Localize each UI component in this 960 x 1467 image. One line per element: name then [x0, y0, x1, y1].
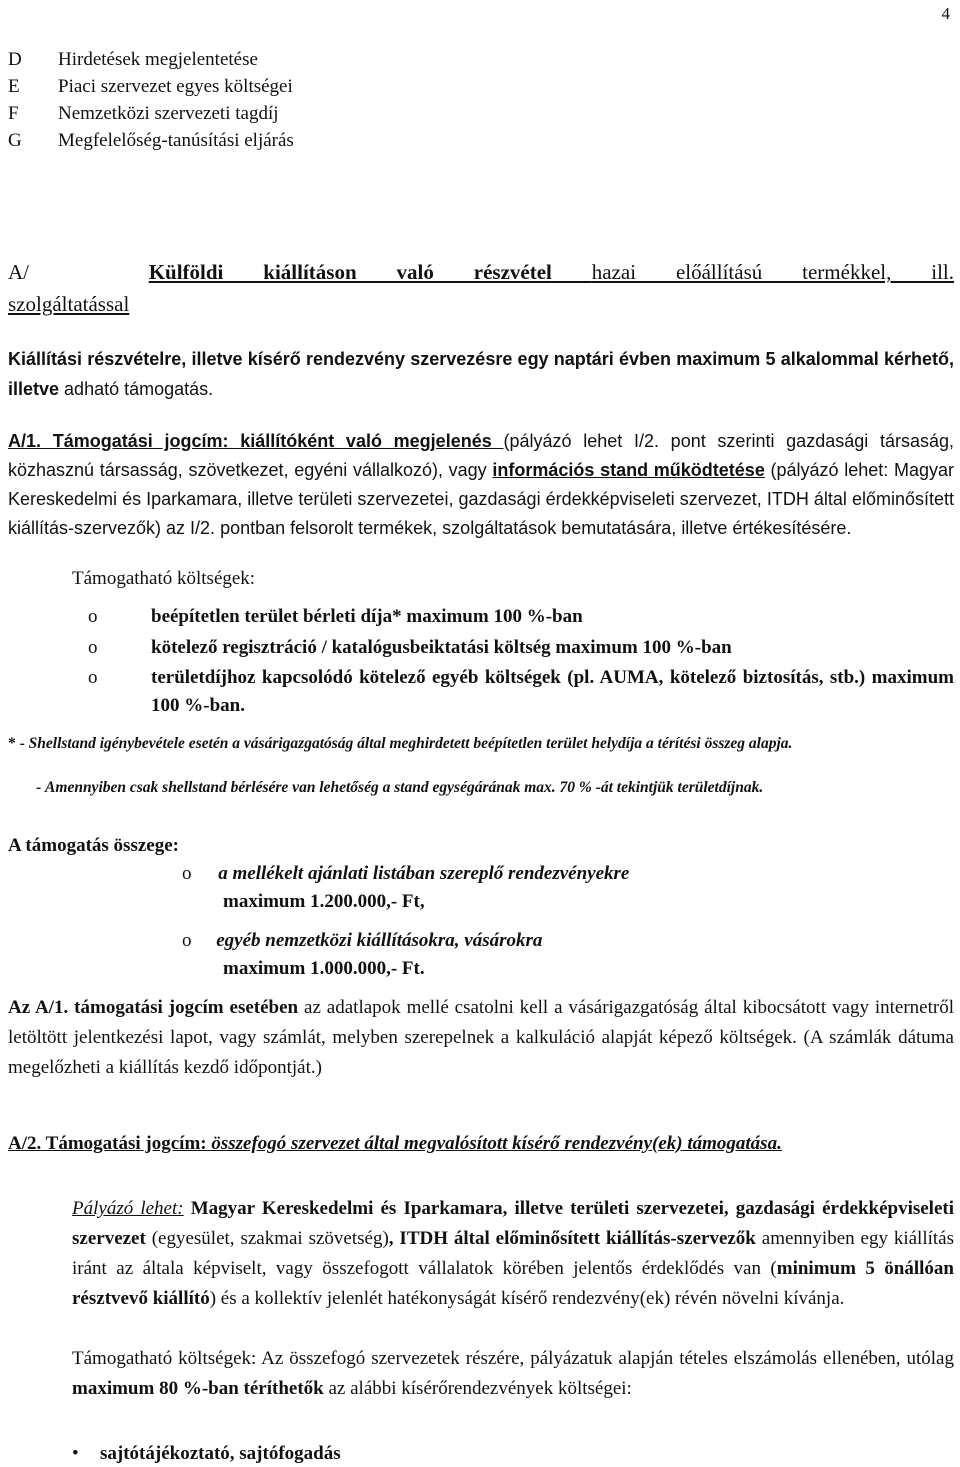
- a1-costs-label: Támogatható költségek:: [72, 568, 256, 589]
- a1-paragraph: A/1. Támogatási jogcím: kiállítóként való megjelenés (pályázó lehet I/2. pont szerinti gazdasági társaság, közhasznú társasság, szövetkezet, egyéni vállalkozó), vagy információs stand működtetése (pályázó lehet: Magyar Kereskedelmi és Iparkamara, illetve területi szervezetei, gazdasági érdekképviseleti szervezet, ITDH által előminősített kiállítás-szervezők) az I/2. pontban felsorolt termékek, szolgáltatások bemutatására, illetve értékesítésére.: [8, 431, 955, 538]
- a2-applicant-paragraph: Pályázó lehet: Magyar Kereskedelmi és Iparkamara, illetve területi szervezetei, gazdasági érdekképviseleti szervezet (egyesület, szakmai szövetség), ITDH által előminősített kiállítás-szervezők amennyiben egy kiállítás iránt az általa képviselt, vagy összefogott vállalatok körében jelentős érdeklődés van (minimum 5 önállóan résztvevő kiállító) és a kollektív jelenlét hatékonyságát kísérő rendezvény(ek) révén növelni kívánja.: [72, 1198, 954, 1309]
- a1-footnote-shellstand: * - Shellstand igénybevétele esetén a vásárigazgatóság által meghirdetett beépítetlen terület helydíja a térítési összeg alapja.: [8, 735, 793, 752]
- bullet-icon: •: [72, 1443, 79, 1464]
- a1-amount-label: A támogatás összege:: [8, 835, 179, 856]
- a1-amount-item: o a mellékelt ajánlati listában szereplő rendezvényekre: [182, 863, 630, 884]
- intro-paragraph: Kiállítási részvételre, illetve kísérő rendezvény szervezésre egy naptári évben maximum 5 alkalommal kérhető, illetve adható támogatás.: [8, 349, 954, 399]
- a2-costs-paragraph: Támogatható költségek: Az összefogó szervezetek részére, pályázatuk alapján tételes elszámolás ellenében, utólag maximum 80 %-ban téríthetők az alábbi kísérőrendezvények költségei:: [72, 1348, 954, 1399]
- cost-category-list: [8, 46, 294, 154]
- a1-closing-paragraph: Az A/1. támogatási jogcím esetében az adatlapok mellé csatolni kell a vásárigazgatóság által kibocsátott vagy internetről letöltött jelentkezési lapot, vagy számlát, melyben szerepelnek a kalkuláció alapját képező költségek. (A számlák dátuma megelőzheti a kiállítás kezdő időpontját.): [8, 997, 954, 1078]
- a1-amount-value: maximum 1.200.000,- Ft,: [223, 891, 425, 912]
- a1-amount-value: maximum 1.000.000,- Ft.: [223, 958, 425, 979]
- list-item: D Hirdetések megjelentetése: [8, 49, 258, 70]
- section-a-heading-line2: szolgáltatással: [8, 292, 130, 316]
- list-item: G Megfelelőség-tanúsítási eljárás: [8, 130, 294, 151]
- list-item: F Nemzetközi szervezeti tagdíj: [8, 103, 279, 124]
- a1-footnote-area: - Amennyiben csak shellstand bérlésére van lehetőség a stand egységárának max. 70 % -át tekintjük területdíjnak.: [36, 779, 764, 796]
- page-number: 4: [941, 4, 950, 23]
- a2-heading: A/2. Támogatási jogcím: összefogó szervezet által megvalósított kísérő rendezvény(ek) támogatása.: [8, 1133, 782, 1154]
- section-a-heading: A/ Külföldi kiállításon való részvétel hazai előállítású termékkel, ill.: [8, 260, 955, 284]
- a1-amount-item: o egyéb nemzetközi kiállításokra, vásárokra: [182, 930, 543, 951]
- list-item: E Piaci szervezet egyes költségei: [8, 76, 293, 97]
